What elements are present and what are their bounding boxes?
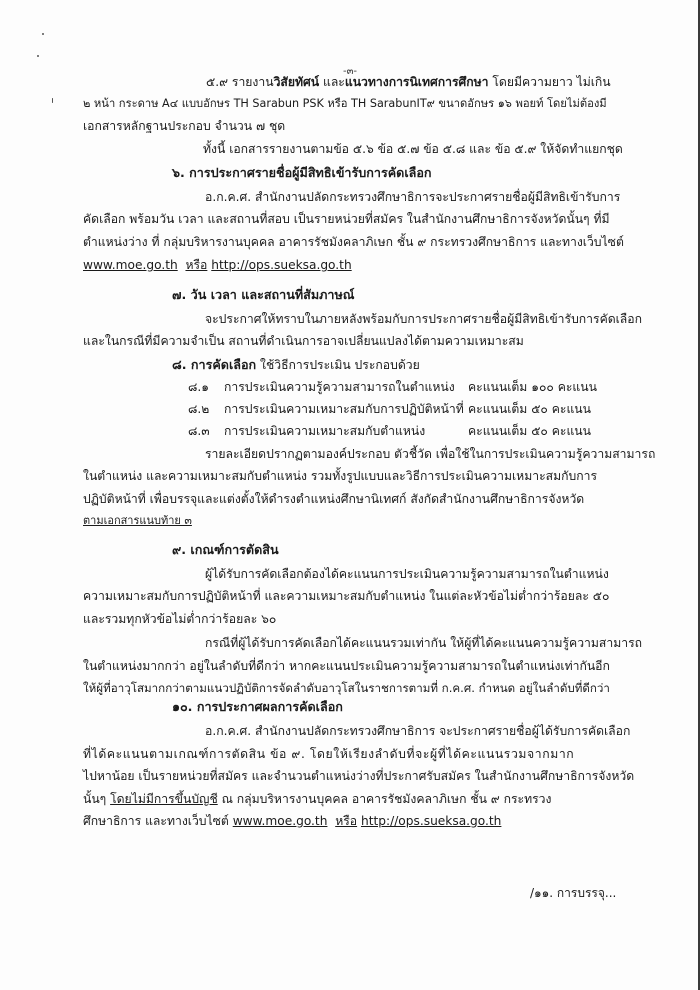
page-number: -๓- (342, 66, 358, 77)
section-9-line-2: ความเหมาะสมกับการปฏิบัติหน้าที่ และความเหมาะสมกับตำแหน่ง ในแต่ละหัวข้อไม่ต่ำกว่าร้อยละ ๕๐ (83, 589, 610, 603)
section-8-detail-3: ปฏิบัติหน้าที่ เพื่อบรรจุและแต่งตั้งให้ดำรงตำแหน่งศึกษานิเทศก์ สังกัดสำนักงานศึกษาธิการจังหวัด (83, 492, 585, 506)
section-10-heading: ๑๐. การประกาศผลการคัดเลือก (172, 699, 343, 714)
section-5-9-line-2: ๒ หน้า กระดาษ A๔ แบบอักษร TH Sarabun PSK หรือ TH SarabunIT๙ ขนาดอักษร ๑๖ พอยท์ โดยไม่ต้องมี (83, 97, 607, 110)
section-5-9-line-1: ๕.๙ รายงานวิสัยทัศน์ และแนวทางการนิเทศการศึกษา โดยมีความยาว ไม่เกิน (206, 75, 611, 89)
section-9-line-3: และรวมทุกหัวข้อไม่ต่ำกว่าร้อยละ ๖๐ (83, 612, 277, 626)
link-moe[interactable]: www.moe.go.th (83, 258, 178, 272)
scan-speck (42, 33, 44, 35)
section-6-line-3: ตำแหน่งว่าง ที่ กลุ่มบริหารงานบุคคล อาคารรัชมังคลาภิเษก ชั้น ๙ กระทรวงศึกษาธิการ และทางเว็บไซต์ (83, 235, 624, 249)
section-7-heading: ๗. วัน เวลา และสถานที่สัมภาษณ์ (172, 287, 355, 302)
section-7-line-1: จะประกาศให้ทราบในภายหลังพร้อมกับการประกาศรายชื่อผู้มีสิทธิเข้ารับการคัดเลือก (205, 312, 642, 326)
section-10-line-5: ศึกษาธิการ และทางเว็บไซต์ www.moe.go.th หรือ http://ops.sueksa.go.th (83, 814, 502, 828)
continuation-marker: /๑๑. การบรรจุ... (530, 886, 617, 900)
section-6-line-1: อ.ก.ค.ศ. สำนักงานปลัดกระทรวงศึกษาธิการจะประกาศรายชื่อผู้มีสิทธิเข้ารับการ (205, 190, 621, 204)
scan-speck (37, 55, 39, 57)
section-8-detail-1: รายละเอียดปรากฏตามองค์ประกอบ ตัวชี้วัด เพื่อใช้ในการประเมินความรู้ความสามารถ (205, 447, 656, 461)
link-ops[interactable]: http://ops.sueksa.go.th (211, 258, 352, 272)
or-text: หรือ (185, 258, 208, 272)
section-8-detail-2: ในตำแหน่ง และความเหมาะสมกับตำแหน่ง รวมทั้งรูปแบบและวิธีการประเมินความเหมาะสมกับการ (83, 469, 597, 483)
link-ops[interactable]: http://ops.sueksa.go.th (360, 814, 502, 828)
score-value: คะแนนเต็ม ๕๐ คะแนน (468, 424, 591, 438)
score-item: ๘.๑ การประเมินความรู้ความสามารถในตำแหน่ง (188, 380, 455, 394)
section-9-line-6: ให้ผู้ที่อาวุโสมากกว่าตามแนวปฏิบัติการจัดลำดับอาวุโสในราชการตามที่ ก.ค.ศ. กำหนด อยู่ในลำดับที่ดีกว่า (83, 681, 610, 695)
or-text: หรือ (335, 814, 358, 828)
section-9-line-1: ผู้ได้รับการคัดเลือกต้องได้คะแนนการประเมินความรู้ความสามารถในตำแหน่ง (205, 567, 609, 581)
section-5-9-line-3: เอกสารหลักฐานประกอบ จำนวน ๗ ชุด (83, 119, 286, 133)
score-value: คะแนนเต็ม ๑๐๐ คะแนน (468, 380, 597, 394)
score-item: ๘.๓ การประเมินความเหมาะสมกับตำแหน่ง (188, 424, 426, 438)
no-registry-note: โดยไม่มีการขึ้นบัญชี (110, 792, 218, 806)
section-10-line-2: ที่ได้คะแนนตามเกณฑ์การตัดสิน ข้อ ๙. โดยให้เรียงลำดับที่จะผู้ที่ได้คะแนนรวมจากมาก (83, 747, 575, 761)
score-item: ๘.๒ การประเมินความเหมาะสมกับการปฏิบัติหน้าที่ (188, 402, 464, 416)
section-6-heading: ๖. การประกาศรายชื่อผู้มีสิทธิเข้ารับการคัดเลือก (172, 165, 432, 180)
section-9-line-4: กรณีที่ผู้ได้รับการคัดเลือกได้คะแนนรวมเท่ากัน ให้ผู้ที่ได้คะแนนความรู้ความสามารถ (205, 636, 643, 650)
section-9-heading: ๙. เกณฑ์การตัดสิน (172, 542, 279, 557)
section-6-line-4 (83, 257, 352, 273)
section-7-line-2: และในกรณีที่มีความจำเป็น สถานที่ดำเนินการอาจเปลี่ยนแปลงได้ตามความเหมาะสม (83, 334, 524, 348)
section-8-heading: ๘. การคัดเลือก ใช้วิธีการประเมิน ประกอบด้วย (172, 357, 420, 372)
section-10-line-3: ไปหาน้อย เป็นรายหน่วยที่สมัคร และจำนวนตำแหน่งว่างที่ประกาศรับสมัคร ในสำนักงานศึกษาธิการจังหวัด (83, 769, 635, 783)
section-9-line-5: ในตำแหน่งมากกว่า อยู่ในลำดับที่ดีกว่า หากคะแนนประเมินความรู้ความสามารถในตำแหน่งเท่ากันอีก (83, 659, 610, 673)
section-5-9-line-4: ทั้งนี้ เอกสารรายงานตามข้อ ๕.๖ ข้อ ๕.๗ ข้อ ๕.๘ และ ข้อ ๕.๙ ให้จัดทำแยกชุด (203, 142, 623, 156)
section-10-line-4: นั้นๆ โดยไม่มีการขึ้นบัญชี ณ กลุ่มบริหารงานบุคคล อาคารรัชมังคลาภิเษก ชั้น ๙ กระทรวง (83, 792, 552, 806)
score-value: คะแนนเต็ม ๕๐ คะแนน (468, 402, 591, 416)
link-moe[interactable]: www.moe.go.th (232, 814, 328, 828)
scan-speck (52, 98, 53, 103)
section-10-line-1: อ.ก.ค.ศ. สำนักงานปลัดกระทรวงศึกษาธิการ จะประกาศรายชื่อผู้ได้รับการคัดเลือก (205, 724, 631, 738)
attachment-reference: ตามเอกสารแนบท้าย ๓ (83, 514, 192, 527)
section-6-line-2: คัดเลือก พร้อมวัน เวลา และสถานที่สอบ เป็นรายหน่วยที่สมัคร ในสำนักงานศึกษาธิการจังหวัดนั้นๆ ที่มี (83, 212, 610, 226)
